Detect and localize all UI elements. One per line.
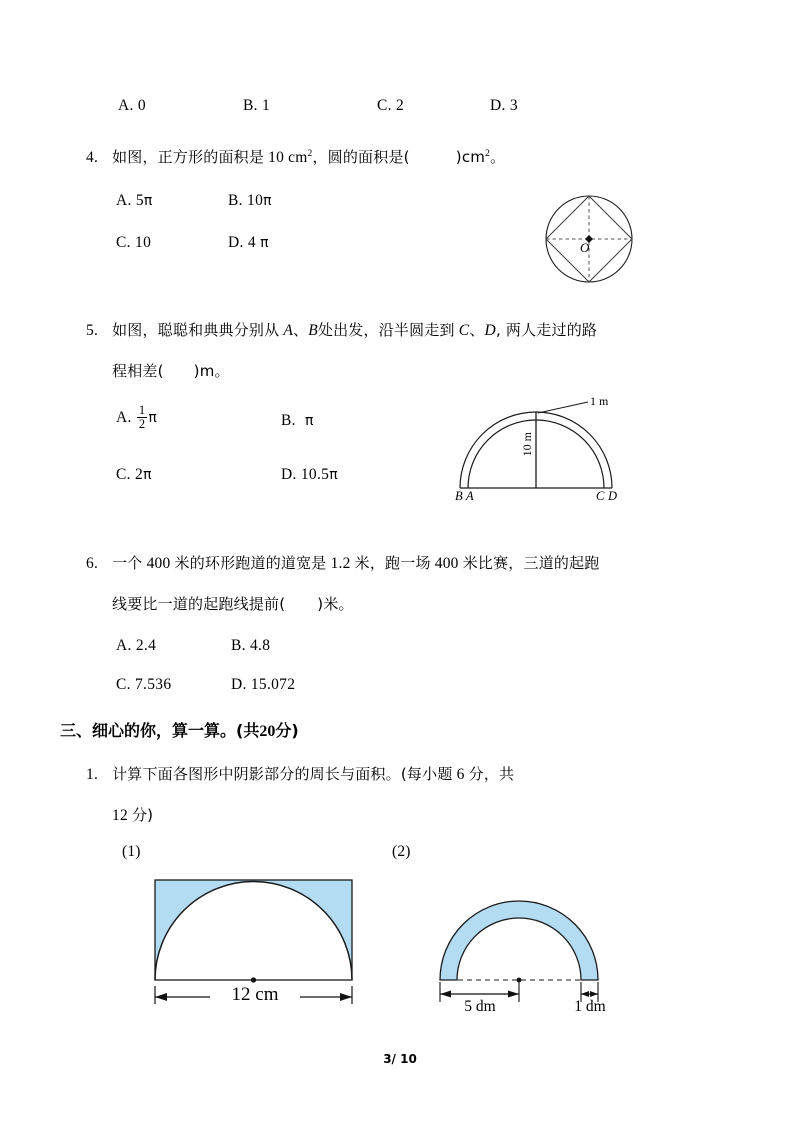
section-3-q1-number: 1. (86, 766, 99, 783)
q5-option-d-value: 10.5 (300, 466, 330, 483)
q4-option-d-pi: π (260, 235, 269, 251)
q4-option-c-label: C. (116, 234, 131, 251)
question-6-text-6: )米。 (317, 595, 354, 613)
q5-option-c[interactable] (116, 466, 152, 484)
q5-option-a-label: A. (116, 409, 132, 427)
section-3-heading (60, 718, 299, 741)
subquestion-2-label-wrap (392, 843, 411, 861)
figure-2-center-dot (517, 978, 522, 983)
q6-option-b-label: B. 4.8 (231, 637, 271, 654)
q6-option-d-label: D. 15.072 (231, 676, 296, 693)
q5-figure-label-radius: 10 m (520, 432, 534, 457)
question-6-stem-line-2 (112, 593, 354, 614)
page-number-footer (0, 1052, 800, 1066)
q4-option-c[interactable] (116, 234, 151, 252)
q5-option-c-label: C. (116, 466, 131, 483)
figure-1-arrow-left (155, 993, 167, 1001)
question-5-text-4: 程相差( (112, 362, 164, 380)
q4-option-b-label: B. (228, 192, 243, 209)
section-3-q1-text-1: 计算下面各图形中阴影部分的周长与面积。(每小题 (112, 765, 453, 783)
q4-option-a[interactable] (116, 192, 153, 210)
figure-2-label-5dm: 5 dm (464, 998, 496, 1015)
q4-option-a-value: 5 (135, 192, 144, 209)
q3-option-c-label: C. 2 (377, 97, 405, 114)
q6-option-d[interactable] (231, 676, 295, 694)
q5-option-d-label: D. (281, 466, 297, 483)
figure-1-shaded-region (155, 880, 352, 980)
figure-1-center-dot (251, 977, 256, 982)
q4-option-d-label: D. (228, 234, 244, 251)
section-3-q1-line-2 (112, 804, 153, 825)
question-5-point-A: A (283, 322, 294, 339)
section-3-q1-text-3: 分) (131, 806, 154, 824)
question-6-value-1: 400 (146, 555, 171, 572)
figure-2-half-annulus (428, 890, 643, 1015)
q5-figure-label-1m: 1 m (590, 394, 609, 408)
question-5-point-C: C (458, 322, 470, 339)
question-5-sep-2: 、 (469, 321, 485, 339)
q4-option-d-value: 4 (247, 234, 256, 251)
question-6-number: 6. (86, 555, 99, 572)
q4-option-c-value: 10 (135, 234, 152, 251)
q5-option-c-pi: π (143, 467, 152, 483)
q4-option-b[interactable] (228, 192, 272, 210)
q6-option-a[interactable] (116, 637, 156, 655)
q5-option-a-denominator: 2 (138, 417, 146, 432)
question-4-unit-2-sup: 2 (485, 148, 491, 159)
question-4-value-1: 10 (268, 149, 285, 166)
q4-option-d[interactable] (228, 234, 269, 252)
question-4-number: 4. (86, 149, 99, 166)
leader-line-1m (538, 402, 588, 413)
question-6-value-3: 400 (434, 555, 459, 572)
q4-option-b-pi: π (263, 193, 272, 209)
question-4-stem (86, 146, 505, 167)
section-3-q1-value-1: 6 (456, 766, 465, 783)
q5-option-a[interactable] (116, 405, 157, 432)
section-3-heading-score: 20 (259, 723, 276, 740)
q3-option-c[interactable] (377, 97, 404, 115)
question-6-text-1: 一个 (112, 554, 143, 572)
section-3-q1-text-2: 分，共 (468, 765, 515, 783)
q5-option-a-numerator: 1 (138, 403, 146, 417)
q5-option-a-pi: π (148, 410, 158, 427)
question-4-unit-1-sup: 2 (307, 148, 313, 159)
q5-option-d[interactable] (281, 466, 338, 484)
question-5-number: 5. (86, 322, 99, 339)
q3-option-b-label: B. 1 (243, 97, 271, 114)
q6-option-a-label: A. 2.4 (116, 637, 157, 654)
figure-2-arrow-5dm-right (508, 991, 519, 998)
subquestion-1-label: (1) (122, 843, 141, 860)
subquestion-2-label: (2) (392, 843, 411, 860)
question-6-value-2: 1.2 (330, 555, 351, 572)
q5-figure-label-B: B (455, 489, 463, 503)
figure-2-shaded-ring (440, 901, 598, 980)
q3-option-a[interactable] (118, 97, 146, 115)
q5-figure-label-D: D (608, 489, 618, 503)
question-4-text-4: 。 (490, 148, 506, 166)
q4-option-a-label: A. (116, 192, 132, 209)
q5-figure-concentric-semicircles (448, 396, 648, 504)
q5-option-a-fraction (137, 404, 148, 431)
question-5-text-2: 处出发，沿半圆走到 (317, 321, 455, 339)
q3-option-a-label: A. 0 (118, 97, 146, 114)
question-6-text-2: 米的环形跑道的道宽是 (174, 554, 327, 572)
section-3-heading-suffix: 分) (275, 721, 299, 740)
page-number-text: 3/ 10 (383, 1052, 417, 1066)
q4-option-a-pi: π (143, 193, 153, 209)
q5-option-c-value: 2 (135, 466, 144, 483)
figure-1-dimension-label: 12 cm (231, 984, 279, 1005)
figure-2-arrow-5dm-left (440, 991, 451, 998)
section-3-q1-value-2: 12 (112, 807, 128, 824)
q3-option-d-label: D. 3 (490, 97, 518, 114)
section-3-heading-text: 三、细心的你，算一算。(共 (60, 721, 260, 740)
q3-option-b[interactable] (243, 97, 270, 115)
figure-2-arrow-1dm-left (581, 991, 589, 997)
question-5-point-D: D (484, 322, 496, 339)
subquestion-1-label-wrap (122, 843, 141, 861)
q5-figure-label-A: A (466, 489, 474, 503)
question-5-sep-1: 、 (293, 321, 309, 339)
q4-option-b-value: 10 (247, 192, 264, 209)
q5-option-b[interactable] (281, 412, 314, 430)
question-5-text-1: 如图，聪聪和典典分别从 (112, 321, 280, 339)
q5-option-b-pi: π (305, 413, 314, 429)
q3-option-d[interactable] (490, 97, 518, 115)
question-4-text-1: 如图，正方形的面积是 (112, 148, 265, 166)
figure-1-arrow-right (340, 993, 352, 1001)
question-5-text-5: )m。 (193, 362, 230, 380)
figure-1-rectangle-with-semicircle (148, 872, 368, 1012)
q5-figure-label-C: C (596, 489, 605, 503)
q4-figure-center-label: O (580, 240, 590, 255)
question-5-point-B: B (308, 322, 318, 339)
figure-2-label-1dm: 1 dm (574, 998, 606, 1015)
q4-figure-circle-with-inscribed-square (536, 190, 642, 288)
q6-option-b[interactable] (231, 637, 270, 655)
question-6-text-4: 米比赛，三道的起跑 (462, 554, 600, 572)
section-3-q1-line-1 (86, 763, 514, 784)
q6-option-c[interactable] (116, 676, 171, 694)
figure-2-arrow-1dm-right (590, 991, 598, 997)
question-5-text-3: , 两人走过的路 (495, 321, 598, 339)
q5-option-b-label: B. (281, 412, 296, 429)
question-6-stem-line-1 (86, 552, 600, 573)
question-6-text-3: 米，跑一场 (354, 554, 431, 572)
q6-option-c-label: C. 7.536 (116, 676, 172, 693)
q5-option-d-pi: π (329, 467, 338, 483)
question-5-stem-line-2 (112, 360, 230, 381)
question-5-stem-line-1 (86, 319, 597, 340)
question-4-text-2: ，圆的面积是( (312, 148, 410, 166)
question-4-text-3: )cm (455, 148, 486, 166)
question-6-text-5: 线要比一道的起跑线提前( (112, 595, 286, 613)
question-4-unit-1: cm (288, 149, 308, 166)
